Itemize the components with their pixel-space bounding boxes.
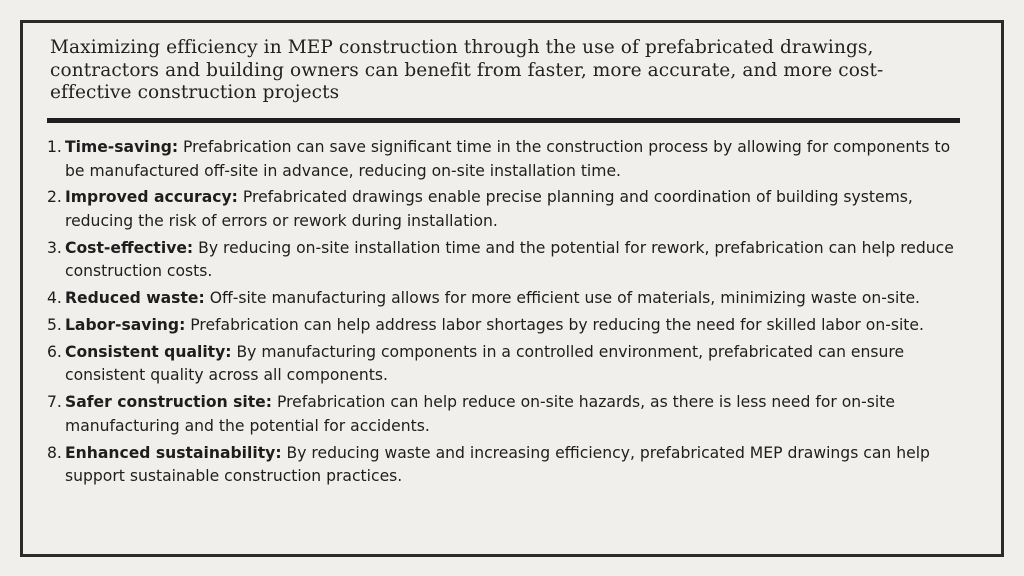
item-term: Consistent quality: — [65, 342, 232, 361]
item-text: By reducing on-site installation time and the potential for rework, prefabrication can help reduce construction costs. — [65, 238, 954, 281]
list-item — [43, 442, 968, 489]
item-term: Safer construction site: — [65, 393, 272, 412]
item-text: By manufacturing components in a controlled environment, prefabricated can ensure consistent quality across all components. — [65, 342, 905, 385]
item-term: Reduced waste: — [65, 289, 205, 308]
item-number: 4. — [47, 289, 62, 308]
page-title: Maximizing efficiency in MEP construction through the use of prefabricated drawings, contractors and building owners can benefit from faster, more accurate, and more cost-effective construction projects — [50, 37, 884, 103]
item-term: Improved accuracy: — [65, 188, 238, 207]
benefits-list — [43, 136, 968, 492]
list-item — [43, 391, 968, 438]
item-number: 6. — [47, 342, 62, 361]
item-term: Cost-effective: — [65, 238, 194, 257]
item-term: Time-saving: — [65, 138, 179, 156]
item-number: 2. — [47, 188, 62, 207]
item-text: Prefabrication can help address labor shortages by reducing the need for skilled labor on-site. — [185, 316, 924, 335]
list-item — [43, 237, 968, 284]
item-text: Prefabrication can save significant time in the construction process by allowing for components to be manufactured off-site in advance, reducing on-site installation time. — [65, 138, 951, 180]
item-text: Prefabrication can help reduce on-site hazards, as there is less need for on-site manufacturing and the potential for accidents. — [65, 393, 895, 435]
item-text: Off-site manufacturing allows for more efficient use of materials, minimizing waste on-site. — [204, 289, 921, 308]
item-text: By reducing waste and increasing efficiency, prefabricated MEP drawings can help support sustainable construction practices. — [65, 443, 930, 486]
item-number: 1. — [47, 138, 62, 156]
item-number: 8. — [47, 443, 62, 462]
list-item — [43, 314, 968, 338]
item-term: Labor-saving: — [65, 316, 186, 335]
list-item — [43, 186, 968, 233]
title-divider — [47, 118, 960, 123]
list-item — [43, 341, 968, 388]
list-item — [43, 136, 968, 183]
list-item — [43, 287, 968, 311]
item-number: 7. — [47, 393, 62, 412]
item-term: Enhanced sustainability: — [65, 443, 282, 462]
item-text: Prefabricated drawings enable precise planning and coordination of building systems, reducing the risk of errors or rework during installation. — [65, 188, 913, 230]
item-number: 5. — [47, 316, 62, 335]
content-frame — [20, 20, 1004, 557]
item-number: 3. — [47, 238, 62, 257]
